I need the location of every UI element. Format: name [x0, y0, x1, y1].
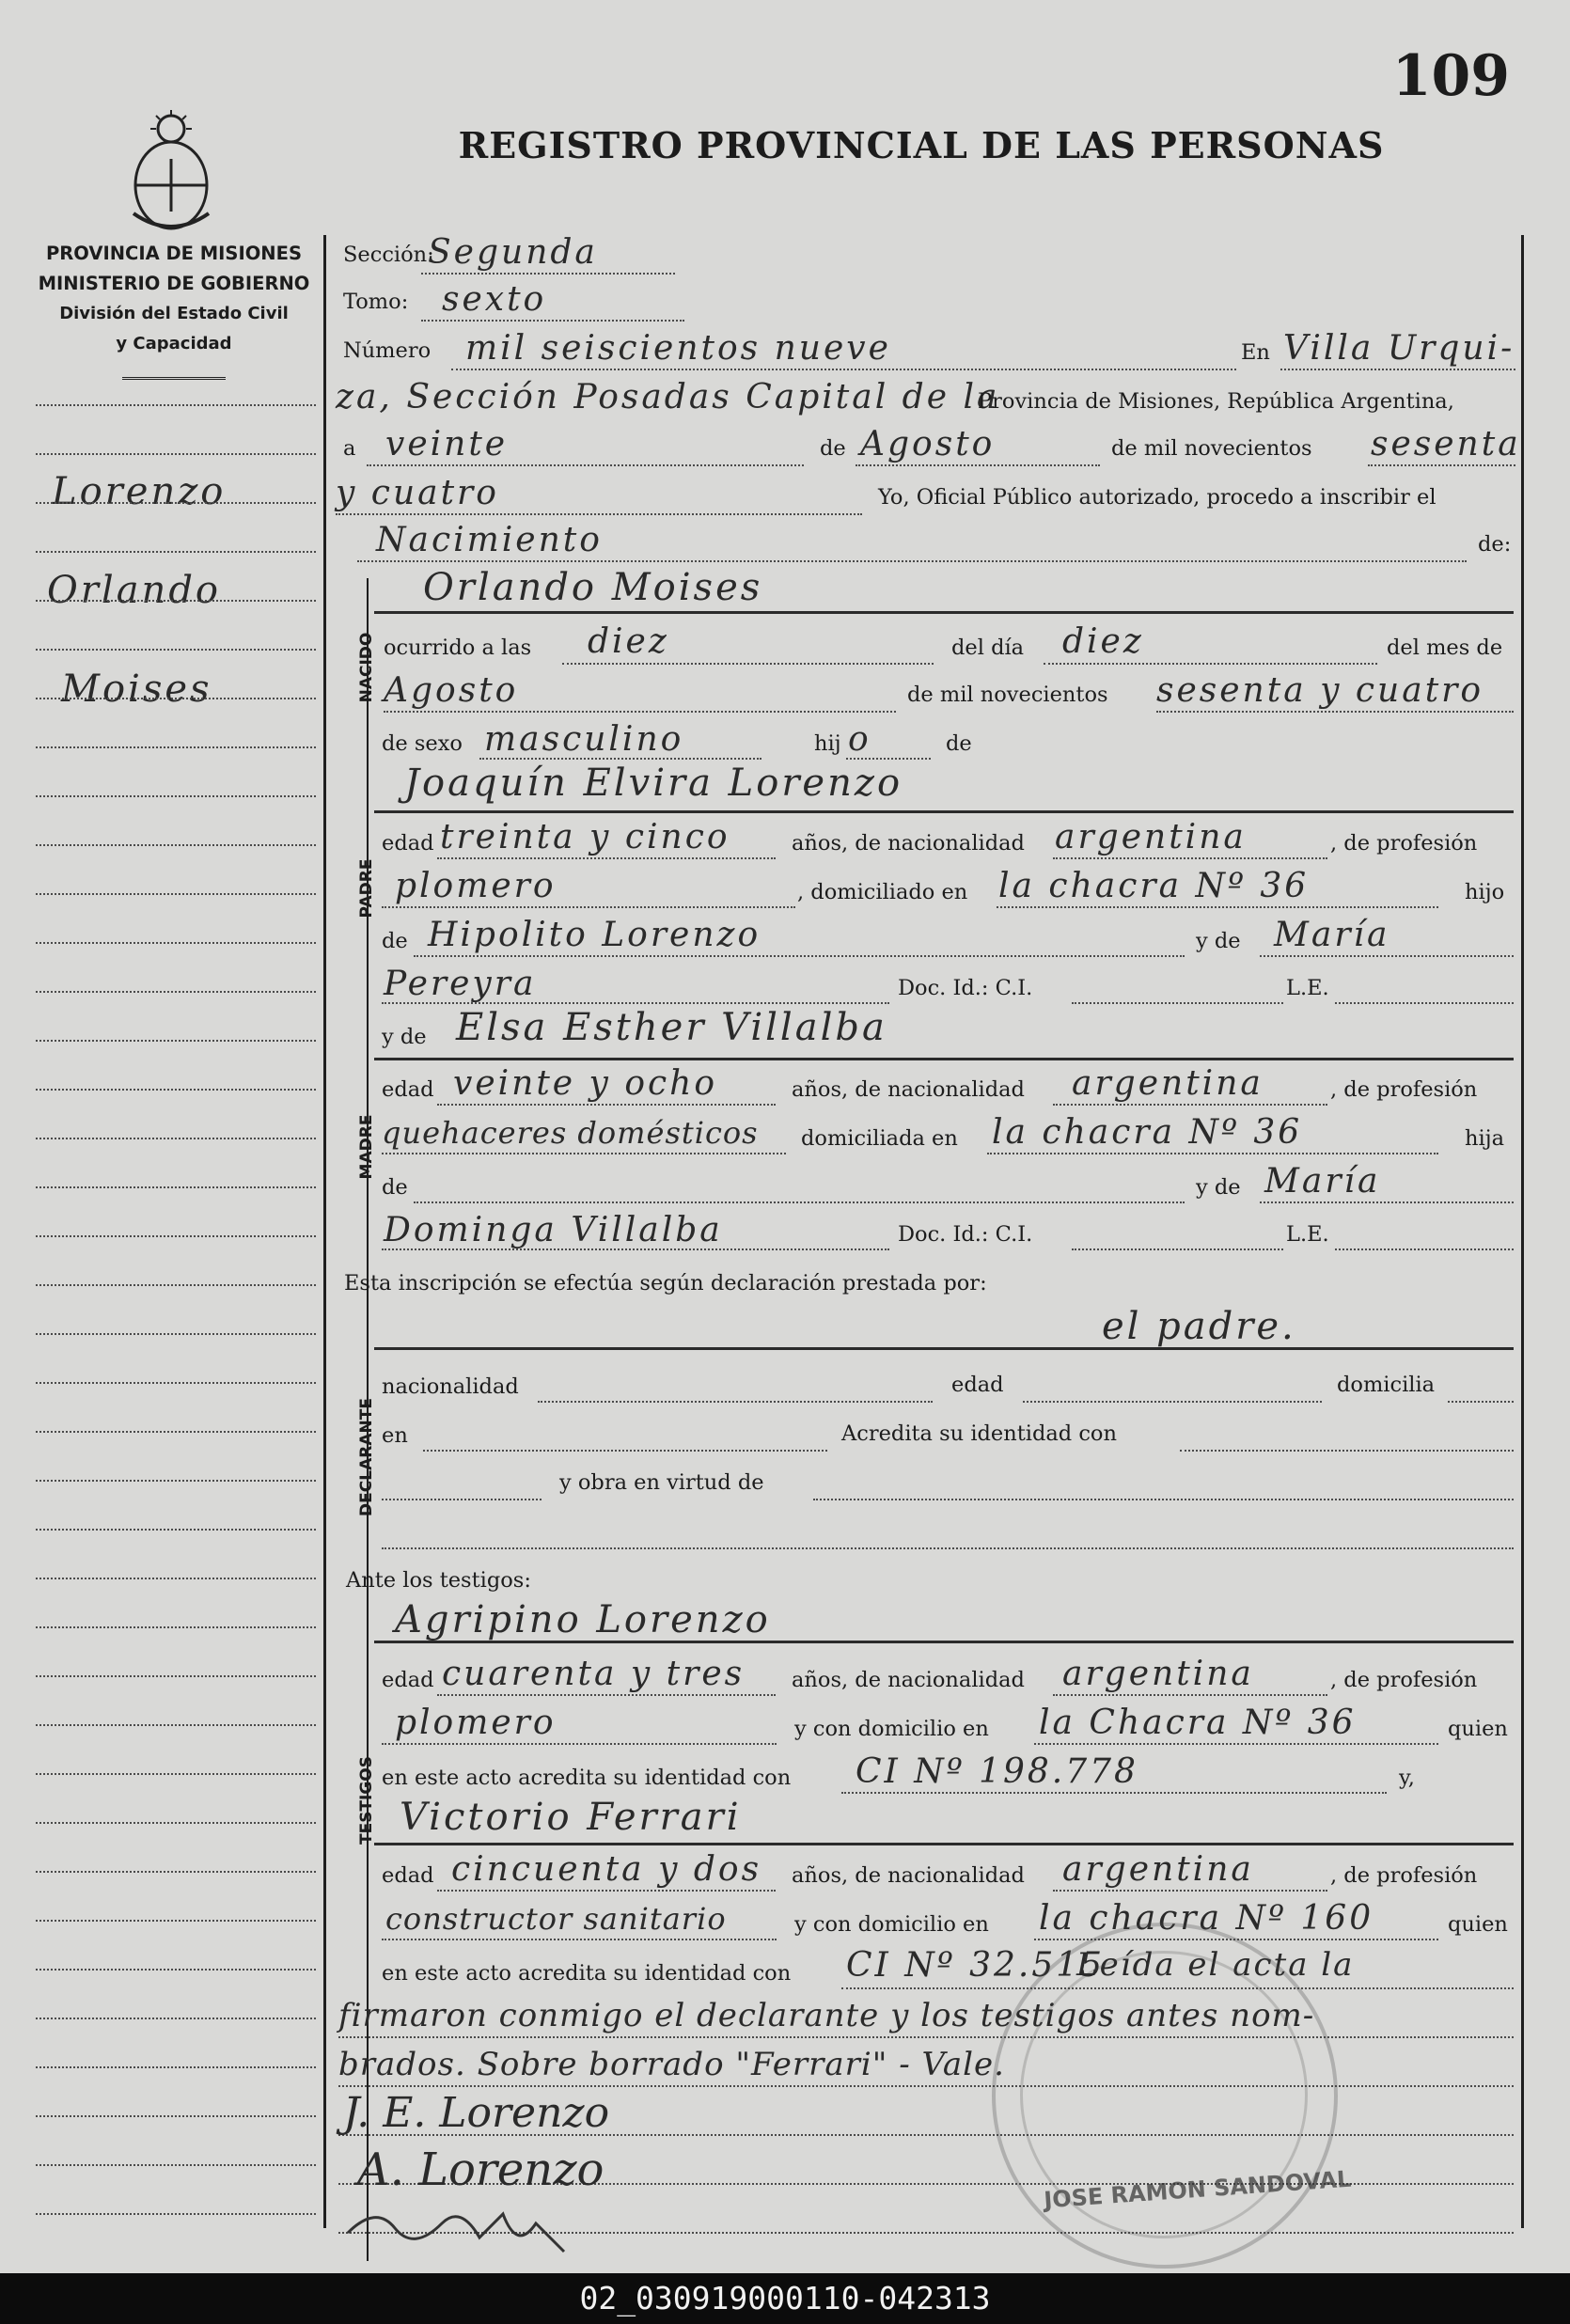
- margin-rule: [36, 1724, 316, 1726]
- padre-profesion-label: , de profesión: [1330, 831, 1478, 856]
- ante-testigos-label: Ante los testigos:: [346, 1568, 531, 1593]
- margin-rule: [36, 1578, 316, 1579]
- declarante-value: el padre.: [1102, 1305, 1296, 1348]
- margin-rule: [36, 1382, 316, 1384]
- cierre-line-2-rule: [338, 2036, 1514, 2038]
- madre-domiciliada-label: domiciliada en: [801, 1126, 958, 1151]
- margin-first-name: Orlando: [47, 569, 222, 612]
- separator-padre: [374, 810, 1514, 813]
- section-label-nacido: NACIDO: [357, 632, 376, 703]
- margin-rule: [36, 1822, 316, 1824]
- madre-nac-line: [1053, 1104, 1327, 1106]
- hijo-suffix-value: o: [848, 720, 871, 759]
- del-mes-label: del mes de: [1387, 636, 1503, 660]
- anio-nac-line: [1156, 711, 1514, 713]
- padre-edad-value: treinta y cinco: [440, 818, 730, 856]
- margin-rule: [36, 795, 316, 797]
- anio-value-2: y cuatro: [336, 474, 499, 512]
- t2-quien-label: quien: [1448, 1912, 1508, 1937]
- t1-profesion-label: , de profesión: [1330, 1668, 1478, 1692]
- t1-edad-value: cuarenta y tres: [442, 1655, 746, 1693]
- padre-ci-line: [1072, 1002, 1283, 1004]
- madre-prof-line: [382, 1153, 786, 1154]
- declarante-extra-line: [382, 1547, 1514, 1549]
- signature-2: A. Lorenzo: [357, 2143, 604, 2196]
- t1-dom-line: [1034, 1743, 1438, 1745]
- t2-prof-line: [382, 1939, 777, 1940]
- madre-y-de-label: y de: [382, 1025, 427, 1049]
- separator-declarante: [374, 1347, 1514, 1350]
- ministry-line-2: MINISTERIO DE GOBIERNO: [38, 273, 310, 294]
- de-hijo-label: de: [946, 731, 972, 756]
- padre-nac-value: argentina: [1055, 818, 1247, 856]
- numero-value: mil seiscientos nueve: [465, 329, 891, 368]
- nacido-nombre: Orlando Moises: [423, 566, 763, 609]
- madre-profesion-label: , de profesión: [1330, 1077, 1478, 1102]
- madre-edad-value: veinte y ocho: [453, 1064, 718, 1103]
- abuela-m2-value: Dominga Villalba: [384, 1211, 723, 1249]
- document-title: REGISTRO PROVINCIAL DE LAS PERSONAS: [458, 124, 1385, 166]
- margin-surname: Lorenzo: [52, 470, 227, 513]
- abuela-p-line: [1260, 955, 1514, 957]
- padre-edad-label: edad: [382, 831, 434, 856]
- margin-rule: [36, 1773, 316, 1775]
- margin-rule: [36, 2115, 316, 2117]
- t2-en-este-acto-label: en este acto acredita su identidad con: [382, 1961, 792, 1986]
- t2-doc-value: CI Nº 32.515: [846, 1946, 1106, 1985]
- margin-rule: [36, 1138, 316, 1139]
- padre-hijo-label: hijo: [1465, 880, 1505, 904]
- mes-nac-value: Agosto: [384, 671, 519, 710]
- madre-edad-line: [437, 1104, 776, 1106]
- seccion-value: Segunda: [428, 233, 598, 272]
- margin-rule: [36, 2213, 316, 2215]
- declarante-nacionalidad-label: nacionalidad: [382, 1374, 519, 1399]
- margin-rule: [36, 844, 316, 846]
- margin-rule: [36, 2164, 316, 2166]
- t1-dom-value: la Chacra Nº 36: [1039, 1704, 1357, 1742]
- margin-rule: [36, 942, 316, 944]
- sexo-value: masculino: [484, 720, 684, 759]
- margin-rule: [36, 1871, 316, 1873]
- section-label-padre: PADRE: [357, 858, 376, 919]
- madre-le-line: [1335, 1248, 1514, 1250]
- de-mil-novecientos-nac-label: de mil novecientos: [907, 683, 1108, 707]
- t2-domicilio-label: y con domicilio en: [794, 1912, 989, 1937]
- margin-rule: [36, 404, 316, 406]
- separator-testigo-2: [374, 1843, 1514, 1845]
- t1-edad-line: [437, 1694, 776, 1696]
- tipo-value: Nacimiento: [376, 521, 603, 559]
- mes-nac-line: [384, 711, 896, 713]
- padre-prof-value: plomero: [395, 867, 557, 905]
- tomo-value: sexto: [442, 280, 547, 319]
- declarante-obra-line: [813, 1499, 1514, 1500]
- t1-doc-line: [841, 1792, 1387, 1794]
- t1-nac-line: [1053, 1694, 1327, 1696]
- de-colon-label: de:: [1478, 532, 1512, 557]
- dia-nac-value: diez: [1062, 622, 1144, 661]
- madre-dom-line: [987, 1153, 1438, 1154]
- margin-rule: [36, 1284, 316, 1286]
- t2-edad-value: cincuenta y dos: [451, 1850, 762, 1889]
- seccion-label: Sección:: [343, 243, 434, 267]
- ocurrido-label: ocurrido a las: [384, 636, 532, 660]
- dia-value: veinte: [385, 425, 509, 463]
- declarante-domicilia-line: [1448, 1401, 1514, 1403]
- madre-prof-value: quehaceres domésticos: [382, 1115, 759, 1151]
- margin-rule: [36, 649, 316, 651]
- en-place-value: Villa Urqui-: [1283, 329, 1515, 368]
- hora-line: [562, 663, 934, 665]
- ministry-line-1: PROVINCIA DE MISIONES: [46, 243, 302, 264]
- tipo-line: [357, 560, 1467, 562]
- margin-rule: [36, 698, 316, 699]
- madre-le-label: L.E.: [1286, 1222, 1329, 1247]
- margin-rule: [36, 1480, 316, 1482]
- declarante-acredita-line: [1180, 1450, 1514, 1452]
- margin-rule: [36, 1920, 316, 1922]
- madre-anos-label: años, de nacionalidad: [792, 1077, 1025, 1102]
- hora-value: diez: [588, 622, 669, 661]
- a-label: a: [343, 436, 356, 461]
- page-number: 109: [1391, 43, 1510, 109]
- t1-y-label: y,: [1399, 1766, 1415, 1790]
- t2-prof-value: constructor sanitario: [385, 1901, 727, 1937]
- padre-prof-line: [382, 906, 795, 908]
- padre-de-label: de: [382, 929, 408, 953]
- declarante-domicilia-label: domicilia: [1337, 1373, 1436, 1397]
- left-margin-border: [323, 235, 326, 2228]
- t1-domicilio-label: y con domicilio en: [794, 1717, 989, 1741]
- margin-rule: [36, 1675, 316, 1677]
- anio-line: [1368, 464, 1515, 466]
- padre-anos-label: años, de nacionalidad: [792, 831, 1025, 856]
- padre-le-line: [1335, 1002, 1514, 1004]
- margin-rule: [36, 1431, 316, 1433]
- declarante-edad-label: edad: [951, 1373, 1004, 1397]
- t2-nac-value: argentina: [1062, 1850, 1254, 1889]
- cierre-line-1: Leída el acta la: [1076, 1946, 1355, 1984]
- signature-1: J. E. Lorenzo: [343, 2089, 610, 2137]
- en-place-value-2: za, Sección Posadas Capital de la: [336, 378, 1000, 416]
- t1-prof-value: plomero: [395, 1704, 557, 1742]
- margin-rule: [36, 1089, 316, 1091]
- madre-hija-label: hija: [1465, 1126, 1505, 1151]
- margin-rule: [36, 991, 316, 993]
- padre-dom-value: la chacra Nº 36: [998, 867, 1310, 905]
- padre-nombre: Joaquín Elvira Lorenzo: [404, 762, 903, 805]
- t1-quien-label: quien: [1448, 1717, 1508, 1741]
- t1-nac-value: argentina: [1062, 1655, 1254, 1693]
- margin-rule: [36, 1626, 316, 1628]
- madre-dom-value: la chacra Nº 36: [992, 1113, 1303, 1152]
- t1-doc-value: CI Nº 198.778: [856, 1752, 1138, 1791]
- de-mil-novecientos-label: de mil novecientos: [1111, 436, 1312, 461]
- right-margin-border: [1521, 235, 1524, 2228]
- anio-nac-value: sesenta y cuatro: [1156, 671, 1484, 710]
- padre-domiciliado-label: , domiciliado en: [797, 880, 968, 904]
- section-label-madre: MADRE: [357, 1114, 376, 1180]
- cierre-line-2: firmaron conmigo el declarante y los testigos antes nom-: [338, 1997, 1315, 2034]
- de-label: de: [820, 436, 846, 461]
- t2-edad-label: edad: [382, 1863, 434, 1888]
- tomo-line: [421, 320, 684, 322]
- abuela-m-line: [1260, 1201, 1514, 1203]
- padre-le-label: L.E.: [1286, 976, 1329, 1000]
- dia-nac-line: [1044, 663, 1377, 665]
- abuelo-p-value: Hipolito Lorenzo: [428, 916, 761, 954]
- margin-rule: [36, 551, 316, 553]
- declarante-edad-line: [1023, 1401, 1322, 1403]
- testigo1-nombre: Agripino Lorenzo: [395, 1598, 771, 1641]
- t2-nac-line: [1053, 1890, 1327, 1892]
- padre-nac-line: [1053, 857, 1327, 859]
- stamp-text: JOSE RAMON SANDOVAL: [1043, 2165, 1353, 2214]
- a-line: [367, 464, 804, 466]
- mes-line: [856, 464, 1100, 466]
- margin-rule: [36, 1040, 316, 1042]
- padre-y-de-label: y de: [1196, 929, 1241, 953]
- margin-second-name: Moises: [61, 667, 212, 711]
- en-line: [1280, 369, 1515, 370]
- ministry-line-4: y Capacidad: [116, 334, 232, 353]
- numero-line: [451, 369, 1236, 370]
- declarante-en-line: [423, 1450, 827, 1452]
- madre-edad-label: edad: [382, 1077, 434, 1102]
- footer-id: 02_030919000110-042313: [0, 2273, 1570, 2324]
- margin-rule: [36, 1186, 316, 1188]
- declarante-obra-label: y obra en virtud de: [559, 1470, 764, 1495]
- declarante-obra-pre-line: [382, 1499, 542, 1500]
- padre-edad-line: [437, 857, 776, 859]
- esta-inscripcion-label: Esta inscripción se efectúa según declaración prestada por:: [344, 1271, 987, 1295]
- anio2-line: [336, 513, 862, 515]
- padre-doc-label: Doc. Id.: C.I.: [898, 976, 1033, 1000]
- t2-anos-label: años, de nacionalidad: [792, 1863, 1025, 1888]
- margin-rule: [36, 1235, 316, 1237]
- anio-value: sesenta: [1371, 425, 1521, 463]
- margin-rule: [36, 1529, 316, 1531]
- signature-3: [338, 2186, 583, 2261]
- ministry-header: [19, 239, 329, 389]
- ministry-line-3: División del Estado Civil: [59, 304, 289, 323]
- section-label-testigos: TESTIGOS: [357, 1755, 376, 1845]
- mes-value: Agosto: [860, 425, 996, 463]
- t2-edad-line: [437, 1890, 776, 1892]
- margin-rule: [36, 1969, 316, 1971]
- margin-rule: [36, 746, 316, 748]
- en-label: En: [1241, 340, 1270, 365]
- madre-de-label: de: [382, 1175, 408, 1200]
- separator-madre: [374, 1058, 1514, 1060]
- abuelo-m-line: [414, 1201, 1185, 1203]
- t1-en-este-acto-label: en este acto acredita su identidad con: [382, 1766, 792, 1790]
- margin-rule: [36, 893, 316, 895]
- margin-rule: [36, 1333, 316, 1335]
- yo-oficial-label: Yo, Oficial Público autorizado, procedo a inscribir el: [878, 485, 1437, 510]
- cierre-line-3: brados. Sobre borrado "Ferrari" - Vale.: [338, 2046, 1005, 2083]
- declarante-acredita-label: Acredita su identidad con: [841, 1421, 1117, 1446]
- margin-rule: [36, 2066, 316, 2068]
- coat-of-arms-icon: [122, 108, 220, 240]
- seccion-line: [421, 273, 675, 275]
- declarante-nac-line: [538, 1401, 933, 1403]
- margin-rule: [36, 600, 316, 602]
- madre-ci-line: [1072, 1248, 1283, 1250]
- provincia-label: Provincia de Misiones, República Argentina,: [978, 389, 1454, 414]
- t1-anos-label: años, de nacionalidad: [792, 1668, 1025, 1692]
- abuela-p-value: María: [1274, 916, 1390, 954]
- madre-y-de-abuela-label: y de: [1196, 1175, 1241, 1200]
- margin-rule: [36, 502, 316, 504]
- tomo-label: Tomo:: [343, 290, 409, 314]
- testigo2-nombre: Victorio Ferrari: [400, 1796, 742, 1839]
- declarante-en-label: en: [382, 1423, 408, 1448]
- abuela-p2-value: Pereyra: [384, 965, 537, 1003]
- del-dia-label: del día: [951, 636, 1025, 660]
- margin-rule: [36, 2018, 316, 2019]
- ministry-underline: [122, 371, 226, 380]
- section-label-declarante: DECLARANTE: [357, 1398, 376, 1516]
- t1-prof-line: [382, 1743, 777, 1745]
- madre-doc-label: Doc. Id.: C.I.: [898, 1222, 1033, 1247]
- numero-label: Número: [343, 338, 432, 363]
- separator-nacido: [374, 611, 1514, 614]
- madre-nombre: Elsa Esther Villalba: [456, 1006, 887, 1049]
- abuelo-p-line: [414, 955, 1185, 957]
- margin-rule: [36, 453, 316, 455]
- de-sexo-label: de sexo: [382, 731, 463, 756]
- padre-dom-line: [997, 906, 1438, 908]
- madre-nac-value: argentina: [1072, 1064, 1264, 1103]
- t2-profesion-label: , de profesión: [1330, 1863, 1478, 1888]
- t2-dom-value: la chacra Nº 160: [1039, 1899, 1374, 1938]
- hij-label: hij: [814, 731, 841, 756]
- t1-edad-label: edad: [382, 1668, 434, 1692]
- abuela-m-value: María: [1264, 1162, 1381, 1201]
